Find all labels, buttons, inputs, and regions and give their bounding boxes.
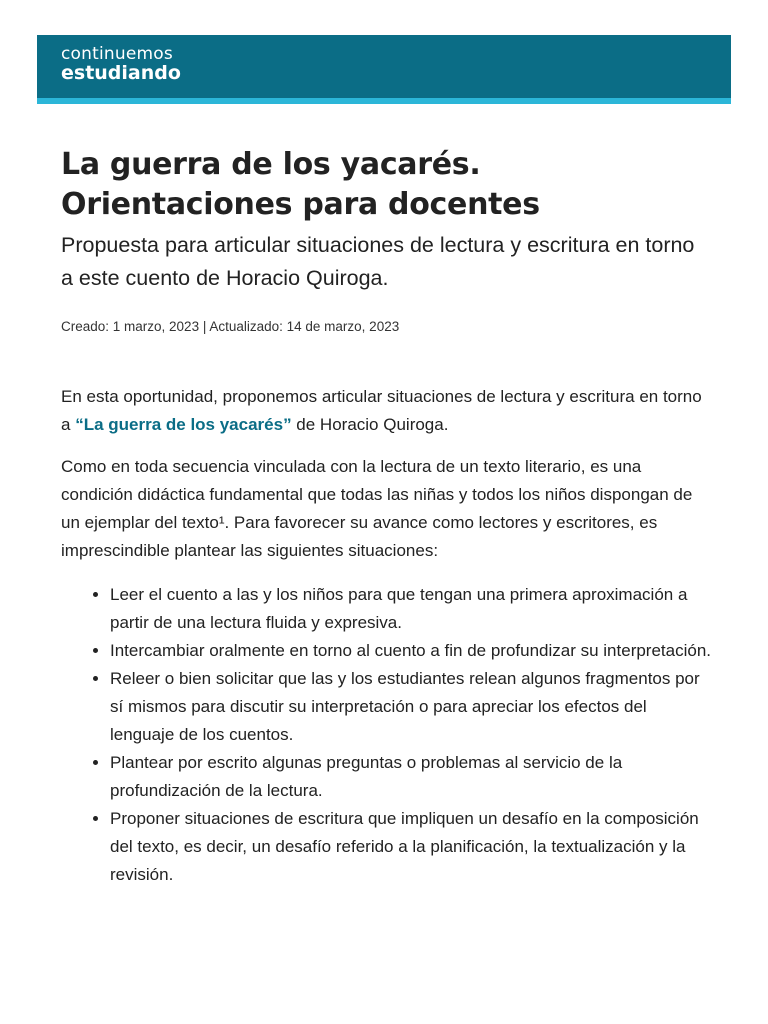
article-content <box>61 145 711 889</box>
list-item: • Intercambiar oralmente en torno al cuento a fin de profundizar su interpretación. <box>110 637 711 665</box>
site-header <box>37 35 731 104</box>
list-item: • Plantear por escrito algunas preguntas o problemas al servicio de la profundización de la lectura. <box>110 749 711 805</box>
didactic-paragraph: Como en toda secuencia vinculada con la lectura de un texto literario, es una condición didáctica fundamental que todas las niñas y todos los niños dispongan de un ejemplar del texto¹. Para favorecer su avance como lectores y escritores, es imprescindible plantear las siguientes situaciones: <box>61 457 693 560</box>
situations-list <box>61 581 711 889</box>
page-title: La guerra de los yacarés. Orientaciones para docentes <box>61 147 540 222</box>
list-item: • Releer o bien solicitar que las y los estudiantes relean algunos fragmentos por sí mismos para discutir su interpretación o para apreciar los efectos del lenguaje de los cuentos. <box>110 665 711 749</box>
intro-text-after: de Horacio Quiroga. <box>291 415 449 434</box>
intro-text-before: En esta oportunidad, proponemos articular situaciones de lectura y escritura en torno a <box>61 387 702 434</box>
list-item: • Leer el cuento a las y los niños para que tengan una primera aproximación a partir de una lectura fluida y expresiva. <box>110 581 711 637</box>
logo-line-2: estudiando <box>61 62 181 84</box>
page-subtitle: Propuesta para articular situaciones de lectura y escritura en torno a este cuento de Horacio Quiroga. <box>61 233 695 290</box>
site-logo[interactable] <box>61 46 181 83</box>
story-link[interactable]: “La guerra de los yacarés” <box>75 415 292 434</box>
logo-line-1: continuemos <box>61 44 173 64</box>
list-item: • Proponer situaciones de escritura que impliquen un desafío en la composición del texto, es decir, un desafío referido a la planificación, la textualización y la revisión. <box>110 805 711 889</box>
intro-paragraph <box>61 383 711 439</box>
publication-dates: Creado: 1 marzo, 2023 | Actualizado: 14 de marzo, 2023 <box>61 319 400 334</box>
